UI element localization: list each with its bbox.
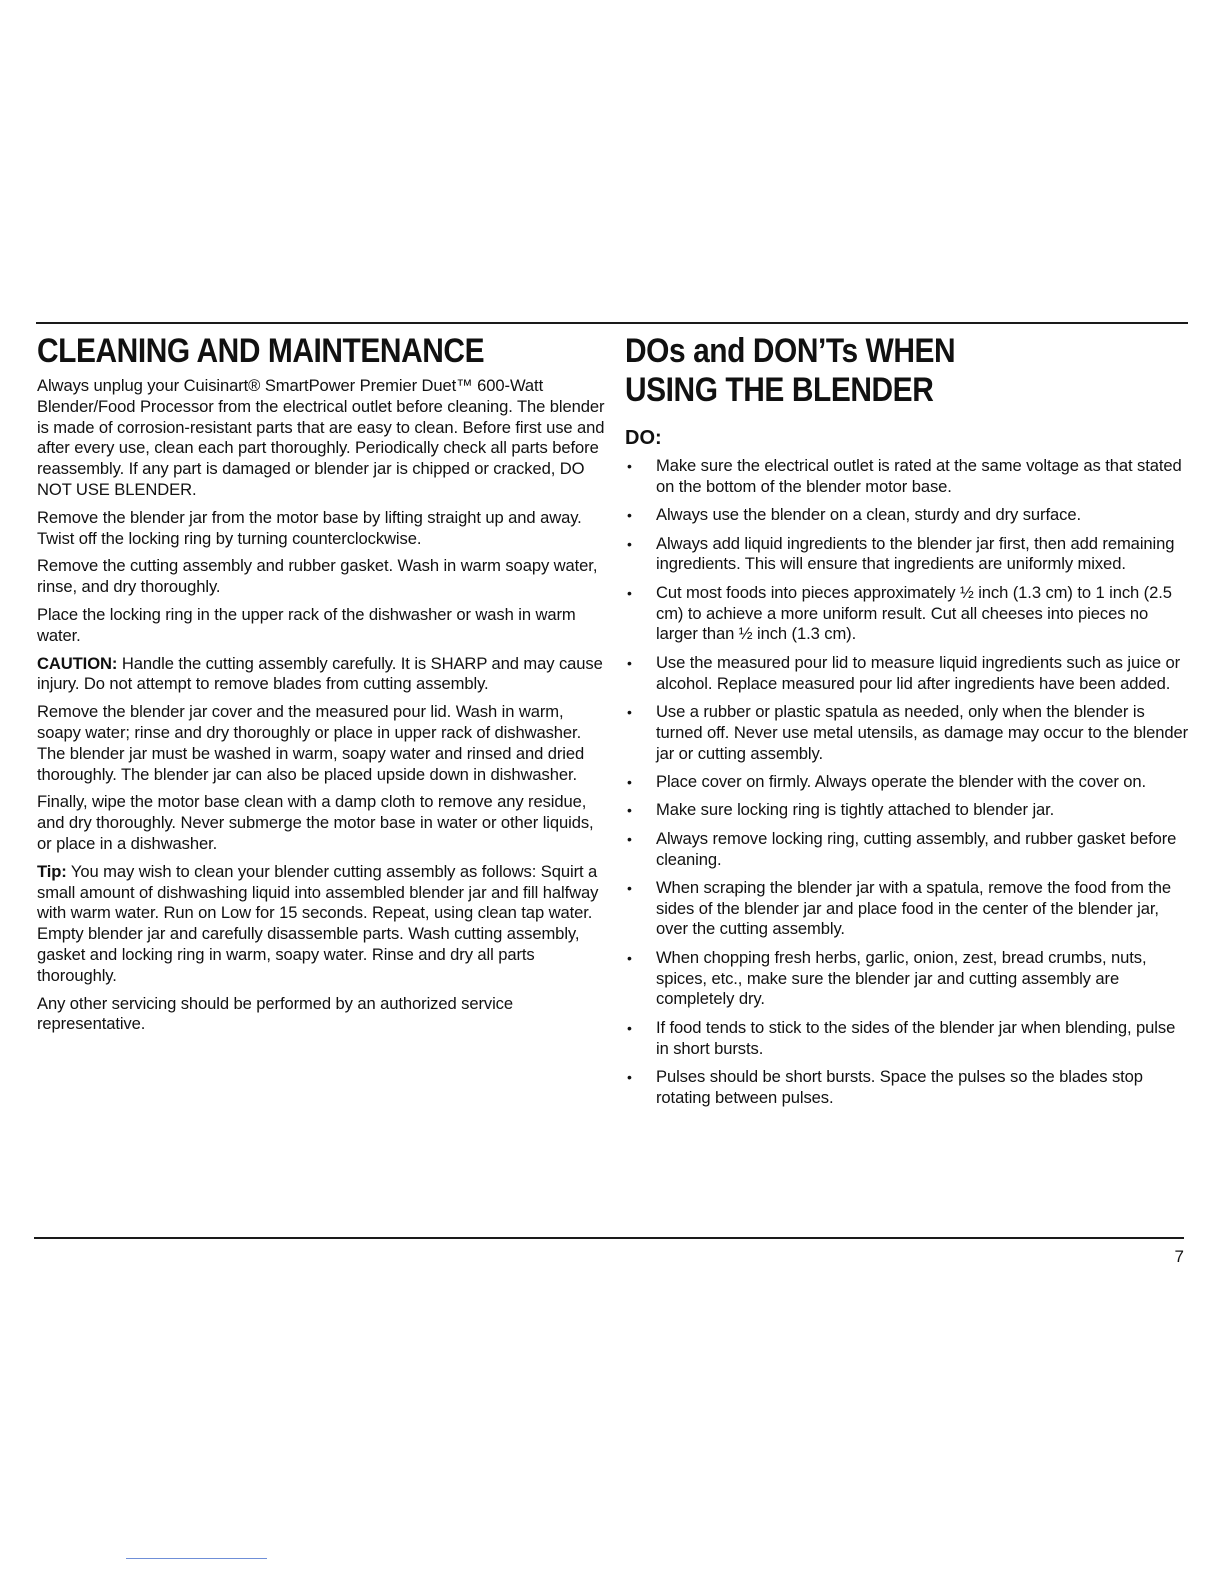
cleaning-section — [37, 332, 609, 1042]
list-item-text: When chopping fresh herbs, garlic, onion, zest, bread crumbs, nuts, spices, etc., make sure the blender jar and cutting assembly are completely dry. — [656, 947, 1147, 1009]
cleaning-title: CLEANING AND MAINTENANCE — [37, 332, 485, 370]
tip-paragraph — [37, 862, 609, 987]
list-item-text: Use a rubber or plastic spatula as needed, only when the blender is turned off. Never use metal utensils, as damage may occur to the blender jar or cutting assembly. — [656, 701, 1189, 763]
dos-title-line: DOs and DON’Ts WHEN — [625, 332, 956, 370]
list-item — [625, 800, 1191, 821]
bullet-icon: • — [627, 830, 632, 847]
bullet-icon: • — [627, 535, 632, 552]
list-item-text: Place cover on firmly. Always operate the blender with the cover on. — [656, 771, 1147, 791]
list-item — [625, 505, 1191, 526]
list-item — [625, 534, 1191, 576]
bullet-icon: • — [627, 458, 632, 474]
cleaning-paragraph: Finally, wipe the motor base clean with a damp cloth to remove any residue, and dry thoroughly. Never submerge the motor base in water or other liquids, or place in a dishwasher. — [37, 792, 594, 853]
list-item — [625, 829, 1191, 871]
caution-label: CAUTION: — [37, 653, 118, 673]
bullet-icon: • — [627, 802, 632, 819]
bullet-icon: • — [627, 703, 632, 720]
do-subtitle: DO: — [625, 427, 662, 449]
dos-and-donts-section — [625, 332, 1191, 1116]
cleaning-paragraph: Remove the cutting assembly and rubber gasket. Wash in warm soapy water, rinse, and dry thoroughly. — [37, 556, 598, 597]
list-item — [625, 1018, 1191, 1060]
top-divider-rule — [36, 322, 1188, 324]
list-item-text: Use the measured pour lid to measure liquid ingredients such as juice or alcohol. Replace measured pour lid after ingredients have been added. — [656, 652, 1181, 693]
cleaning-paragraph: Always unplug your Cuisinart® SmartPower Premier Duet™ 600-Watt Blender/Food Processor from the electrical outlet before cleaning. The blender is made of corrosion-resistant parts that are easy to clean. Before first use and after every use, clean each part thoroughly. Periodically check all parts before reassembly. If any part is damaged or blender jar is chipped or cracked, DO NOT USE BLENDER. — [37, 376, 605, 499]
list-item — [625, 702, 1191, 764]
servicing-paragraph: Any other servicing should be performed by an authorized service representative. — [37, 993, 514, 1034]
bullet-icon: • — [627, 1069, 632, 1086]
bullet-icon: • — [627, 507, 632, 524]
page-number: 7 — [1174, 1247, 1184, 1266]
list-item-text: Make sure the electrical outlet is rated at the same voltage as that stated on the bottom of the blender motor base. — [656, 456, 1182, 496]
tip-text: You may wish to clean your blender cutting assembly as follows: Squirt a small amount of dishwashing liquid into assembled blender jar and fill halfway with warm water. Run on Low for 15 seconds. Repeat, using clean tap water. Empty blender jar and carefully disassemble parts. Wash cutting assembly, gasket and locking ring in warm, soapy water. Rinse and dry all parts thoroughly. — [37, 861, 599, 985]
bullet-icon: • — [627, 584, 632, 601]
list-item — [625, 583, 1191, 645]
list-item-text: Pulses should be short bursts. Space the pulses so the blades stop rotating between pulses. — [656, 1067, 1143, 1107]
list-item — [625, 1067, 1191, 1109]
tip-label: Tip: — [37, 861, 67, 881]
do-list — [625, 456, 1191, 1109]
list-item-text: When scraping the blender jar with a spatula, remove the food from the sides of the blender jar and place food in the center of the blender jar, over the cutting assembly. — [656, 877, 1172, 939]
list-item-text: Cut most foods into pieces approximately ½ inch (1.3 cm) to 1 inch (2.5 cm) to achieve a more uniform result. Cut all cheeses into pieces no larger than ½ inch (1.3 cm). — [656, 582, 1172, 644]
bullet-icon: • — [627, 949, 632, 966]
bullet-icon: • — [627, 773, 632, 790]
cleaning-paragraph: Remove the blender jar from the motor base by lifting straight up and away. Twist off the locking ring by turning counterclockwise. — [37, 507, 582, 548]
list-item-text: Always use the blender on a clean, sturdy and dry surface. — [656, 505, 1081, 525]
list-item-text: Make sure locking ring is tightly attached to blender jar. — [656, 800, 1055, 820]
list-item — [625, 878, 1191, 940]
bullet-icon: • — [627, 654, 632, 671]
list-item-text: Always add liquid ingredients to the blender jar first, then add remaining ingredients. This will ensure that ingredients are uniformly mixed. — [656, 533, 1175, 574]
bottom-divider-rule — [34, 1237, 1184, 1239]
caution-paragraph — [37, 654, 609, 696]
list-item-text: Always remove locking ring, cutting assembly, and rubber gasket before cleaning. — [656, 828, 1177, 869]
dos-title-line: USING THE BLENDER — [625, 371, 934, 409]
cleaning-paragraph: Place the locking ring in the upper rack of the dishwasher or wash in warm water. — [37, 604, 576, 645]
scan-edge-mark — [126, 1558, 267, 1559]
bullet-icon: • — [627, 879, 632, 896]
list-item — [625, 772, 1191, 793]
cleaning-paragraph: Remove the blender jar cover and the measured pour lid. Wash in warm, soapy water; rinse and dry thoroughly or place in upper rack of dishwasher. The blender jar must be washed in warm, soapy water and rinsed and dried thoroughly. The blender jar can also be placed upside down in dishwasher. — [37, 702, 585, 784]
dos-title — [625, 332, 1123, 410]
bullet-icon: • — [627, 1019, 632, 1036]
list-item — [625, 456, 1191, 498]
list-item — [625, 653, 1191, 695]
caution-text: Handle the cutting assembly carefully. It is SHARP and may cause injury. Do not attempt to remove blades from cutting assembly. — [37, 653, 603, 694]
list-item — [625, 948, 1191, 1010]
list-item-text: If food tends to stick to the sides of the blender jar when blending, pulse in short bursts. — [656, 1017, 1176, 1058]
